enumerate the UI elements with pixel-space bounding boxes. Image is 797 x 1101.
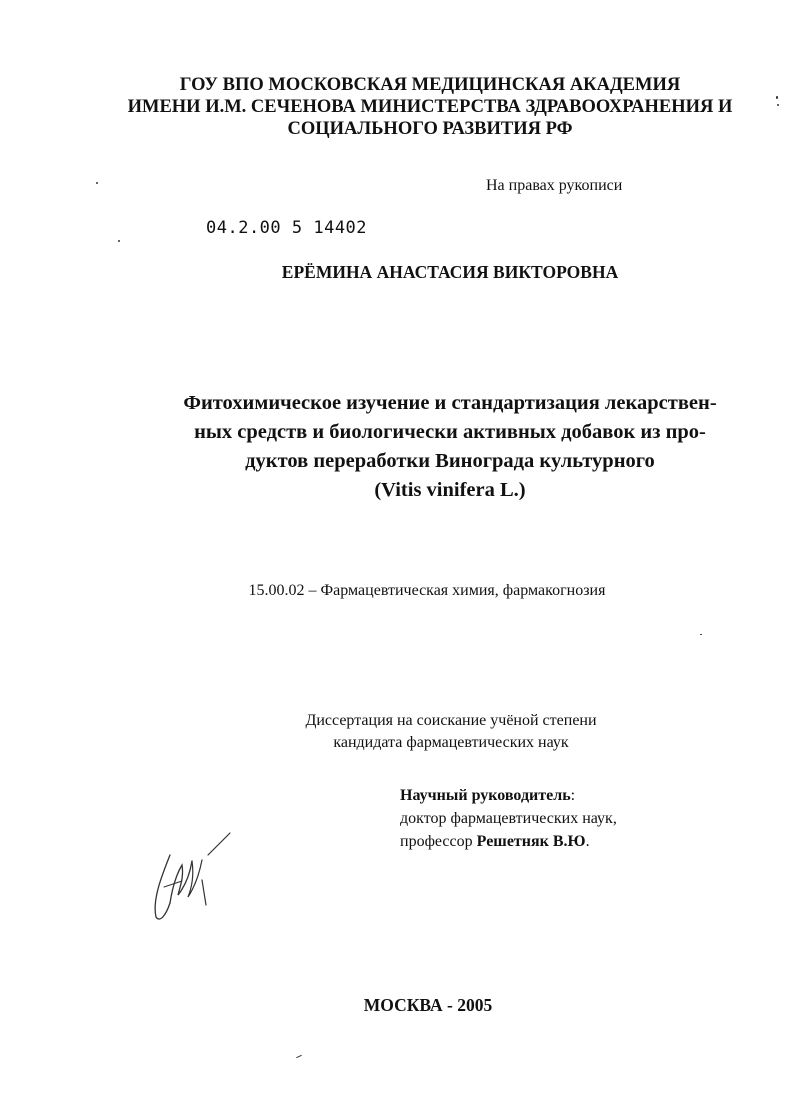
manuscript-rights-note: На правах рукописи	[486, 177, 623, 194]
supervisor-degree: доктор фармацевтических наук,	[400, 810, 617, 827]
degree-line-2: кандидата фармацевтических наук	[333, 734, 569, 751]
supervisor-name-line	[400, 830, 617, 853]
institution-line-2: ИМЕНИ И.М. СЕЧЕНОВА МИНИСТЕРСТВА ЗДРАВООХРАНЕНИЯ И	[127, 97, 733, 117]
scan-speck	[776, 96, 778, 99]
handwritten-signature	[148, 825, 238, 930]
registration-number: 04.2.00 5 14402	[206, 218, 368, 238]
specialty-code: 15.00.02 – Фармацевтическая химия, фармакогнозия	[248, 582, 606, 599]
city-year: МОСКВА - 2005	[363, 995, 493, 1015]
title-line-3: дуктов переработки Винограда культурного	[245, 450, 655, 472]
dissertation-title	[100, 389, 797, 505]
title-line-2: ных средств и биологически активных добавок из про-	[194, 421, 706, 443]
scan-speck	[118, 240, 120, 242]
signature-icon	[148, 825, 238, 925]
institution-header	[80, 74, 780, 140]
supervisor-label-line	[400, 784, 617, 807]
title-line-1: Фитохимическое изучение и стандартизация лекарствен-	[183, 392, 717, 414]
scan-speck	[700, 634, 702, 635]
supervisor-name-period: .	[585, 833, 590, 850]
supervisor-rank: профессор	[400, 833, 477, 850]
institution-line-1: ГОУ ВПО МОСКОВСКАЯ МЕДИЦИНСКАЯ АКАДЕМИЯ	[179, 75, 681, 95]
supervisor-label: Научный руководитель	[400, 787, 571, 804]
degree-statement	[100, 710, 797, 754]
author-name: ЕРЁМИНА АНАСТАСИЯ ВИКТОРОВНА	[281, 262, 619, 282]
title-line-4: (Vitis vinifera L.)	[374, 479, 526, 501]
institution-line-3: СОЦИАЛЬНОГО РАЗВИТИЯ РФ	[287, 119, 573, 139]
supervisor-block	[400, 784, 617, 853]
supervisor-name: Решетняк В.Ю	[476, 833, 586, 850]
scan-speck	[96, 182, 98, 184]
supervisor-label-colon: :	[570, 787, 576, 804]
degree-line-1: Диссертация на соискание учёной степени	[305, 712, 597, 729]
scan-speck	[777, 104, 779, 106]
scan-speck	[296, 1055, 302, 1058]
